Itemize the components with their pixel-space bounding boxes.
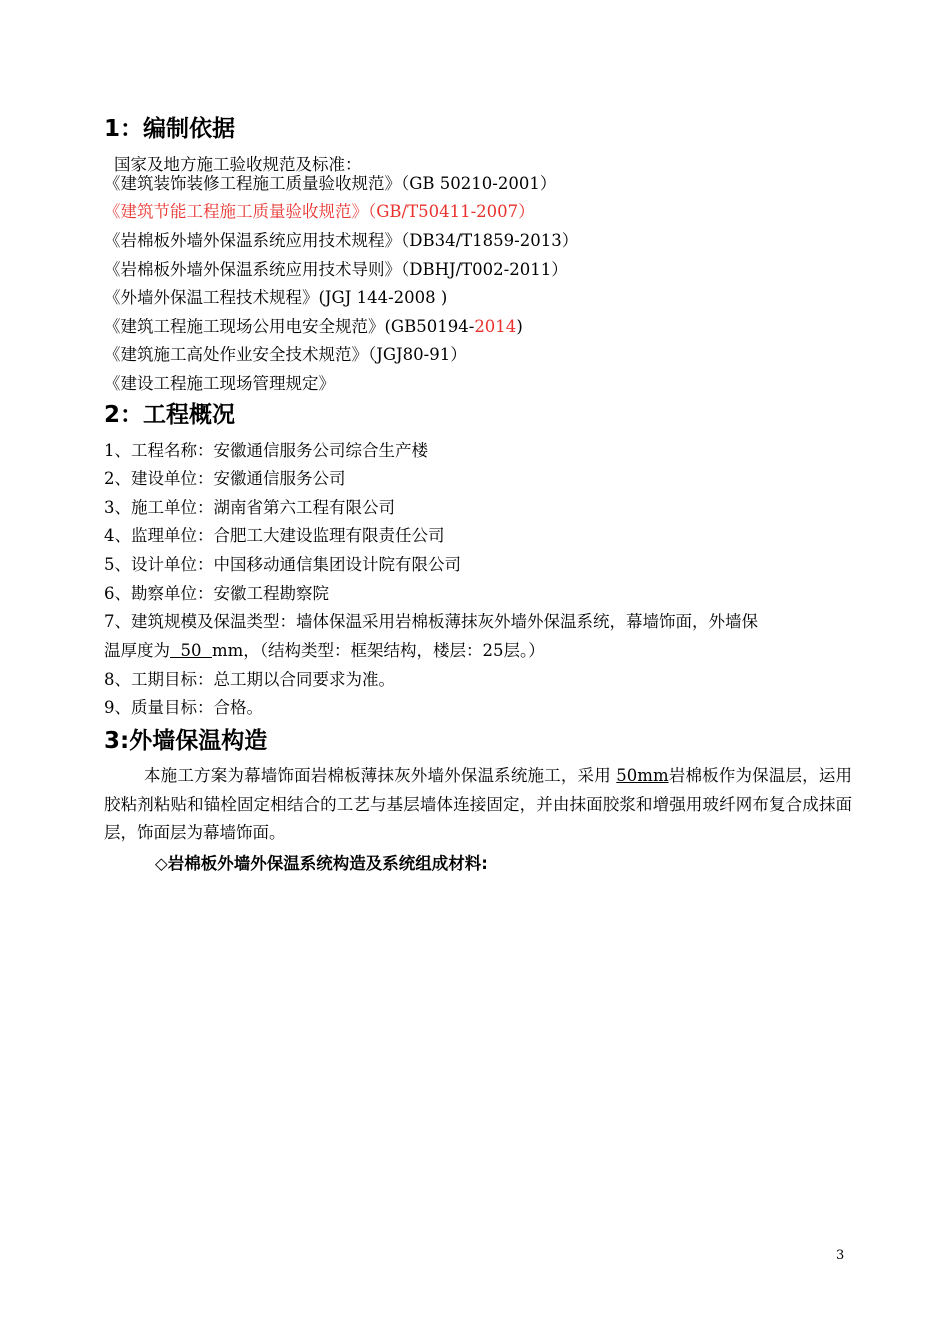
- paragraph-thickness: 50mm: [616, 766, 669, 785]
- section-2-heading: 2：工程概况: [104, 402, 236, 428]
- system-materials-subheading: ◇岩棉板外墙外保温系统构造及系统组成材料:: [155, 854, 488, 873]
- overview-item-5: 5、设计单位：中国移动通信集团设计院有限公司: [104, 555, 461, 574]
- construction-paragraph: [104, 762, 852, 848]
- page-number: 3: [836, 1248, 845, 1263]
- ref-6: [104, 315, 523, 339]
- section-3-heading: 3:外墙保温构造: [104, 728, 268, 754]
- item-7-pre: 温厚度为: [104, 641, 170, 660]
- section-1-heading: 1：编制依据: [104, 116, 236, 142]
- overview-item-4: 4、监理单位：合肥工大建设监理有限责任公司: [104, 526, 445, 545]
- ref-7: 《建筑施工高处作业安全技术规范》（JGJ80-91）: [104, 345, 467, 364]
- basis-intro: 国家及地方施工验收规范及标准：: [114, 155, 362, 174]
- overview-item-7-line-1: 7、建筑规模及保温类型：墙体保温采用岩棉板薄抹灰外墙外保温系统，幕墙饰面，外墙保: [104, 612, 758, 631]
- overview-item-8: 8、工期目标：总工期以合同要求为准。: [104, 670, 395, 689]
- ref-6-text: 《建筑工程施工现场公用电安全规范》(GB50194-: [104, 317, 475, 336]
- ref-8: 《建设工程施工现场管理规定》: [104, 374, 335, 393]
- ref-6-year: 2014: [474, 317, 517, 336]
- ref-5: 《外墙外保温工程技术规程》(JGJ 144-2008 ): [104, 288, 448, 307]
- ref-6-close: ): [516, 317, 523, 336]
- overview-item-9: 9、质量目标：合格。: [104, 698, 263, 717]
- overview-item-2: 2、建设单位：安徽通信服务公司: [104, 469, 346, 488]
- insulation-thickness-value: 50: [170, 641, 212, 660]
- ref-3: 《岩棉板外墙外保温系统应用技术规程》（DB34/T1859-2013）: [104, 231, 579, 250]
- overview-item-7-line-2: [104, 639, 545, 663]
- ref-4: 《岩棉板外墙外保温系统应用技术导则》（DBHJ/T002-2011）: [104, 260, 568, 279]
- overview-item-1: 1、工程名称：安徽通信服务公司综合生产楼: [104, 441, 428, 460]
- item-7-post: mm，（结构类型：框架结构，楼层：25层。）: [211, 641, 545, 660]
- paragraph-pre: 本施工方案为幕墙饰面岩棉板薄抹灰外墙外保温系统施工，采用: [144, 766, 617, 785]
- overview-item-6: 6、勘察单位：安徽工程勘察院: [104, 584, 329, 603]
- ref-2: 《建筑节能工程施工质量验收规范》（GB/T50411-2007）: [104, 202, 535, 221]
- paragraph-post: 岩棉板作为保温层，运用胶粘剂粘贴和锚栓固定相结合的工艺与基层墙体连接固定，并由抹面胶浆和增强用玻纤网布复合成抹面层，饰面层为幕墙饰面。: [104, 766, 853, 842]
- ref-1: 《建筑装饰装修工程施工质量验收规范》（GB 50210-2001）: [104, 174, 557, 193]
- overview-item-3: 3、施工单位：湖南省第六工程有限公司: [104, 498, 395, 517]
